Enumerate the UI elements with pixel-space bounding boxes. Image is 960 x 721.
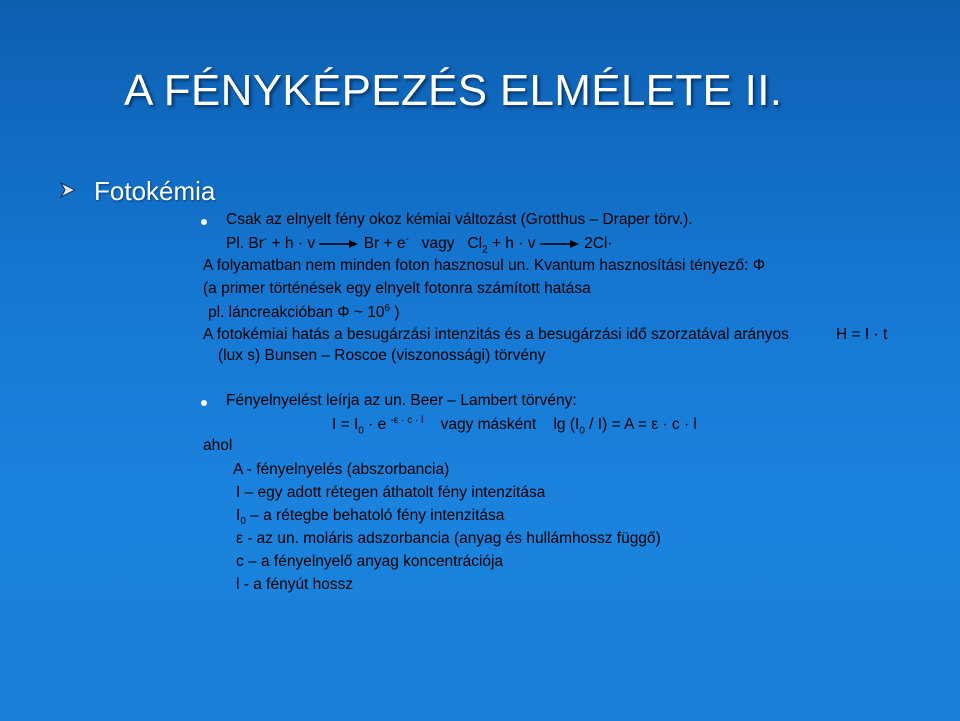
hit-formula: H = I · t xyxy=(836,326,888,343)
reaction-product-1: Br + e xyxy=(363,235,406,253)
reaction-arrow-icon xyxy=(540,239,580,249)
bullet-dot xyxy=(201,400,207,406)
reaction-arrow-icon xyxy=(319,239,359,249)
slide-title: A FÉNYKÉPEZÉS ELMÉLETE II. xyxy=(124,66,783,115)
lanc-line xyxy=(208,303,400,322)
formula-i0-sub: 0 xyxy=(358,425,364,437)
formula-e: · e xyxy=(363,416,387,434)
reaction-minus-1: - xyxy=(263,234,268,245)
reaction-cl-sub: 2 xyxy=(482,244,488,256)
primer-line: (a primer történések egy elnyelt fotonra számított hatása xyxy=(203,280,591,297)
reaction-minus-2: - xyxy=(405,234,409,245)
formula-vagy: vagy másként xyxy=(440,416,537,434)
ahol-label: ahol xyxy=(203,437,233,454)
def-epsilon: ε - az un. moláris adszorbancia (anyag és hullámhossz függő) xyxy=(236,530,661,547)
reaction-vagy: vagy xyxy=(421,235,455,253)
def-i0-sub: 0 xyxy=(240,516,246,528)
reaction-line xyxy=(226,234,613,255)
formula-exp: -ε · c · l xyxy=(390,415,424,426)
def-a: A - fényelnyelés (abszorbancia) xyxy=(233,461,450,478)
arrow-bullet-icon xyxy=(60,182,76,198)
section-heading: Fotokémia xyxy=(94,176,216,206)
foton-line: A folyamatban nem minden foton hasznosul un. Kvantum hasznosítási tényező: Φ xyxy=(203,257,766,274)
formula-i: I = I xyxy=(332,416,359,434)
lanc-text: pl. láncreakcióban Φ ~ 10 xyxy=(208,304,385,322)
def-i0-text: – a rétegbe behatoló fény intenzitása xyxy=(245,507,505,524)
formula-line xyxy=(332,415,697,436)
lanc-sup: 6 xyxy=(384,303,391,314)
fotokem-line: A fotokémiai hatás a besugárzási intenzitás és a besugárzási idő szorzatával arányos xyxy=(203,326,789,343)
beer-lambert-line: Fényelnyelést leírja az un. Beer – Lambert törvény: xyxy=(226,392,577,409)
reaction-hv-2: + h · v xyxy=(491,235,536,253)
reaction-cl: Cl xyxy=(467,235,483,253)
formula-lg-sub: 0 xyxy=(579,425,585,437)
lanc-close: ) xyxy=(390,304,400,322)
grotthus-law: Csak az elnyelt fény okoz kémiai változást (Grotthus – Draper törv.). xyxy=(226,211,693,228)
formula-rest: / I) = A = ε · c · l xyxy=(584,416,697,434)
def-l: l - a fényút hossz xyxy=(236,576,354,593)
reaction-hv-1: + h · v xyxy=(271,235,316,253)
reaction-product-2: 2Cl· xyxy=(584,235,613,253)
def-i0-i: I xyxy=(236,507,241,524)
formula-lg: lg (I xyxy=(553,416,580,434)
bunsen-line: (lux s) Bunsen – Roscoe (viszonossági) törvény xyxy=(218,347,546,364)
def-i: I – egy adott rétegen áthatolt fény intenzitása xyxy=(236,484,546,501)
bullet-dot xyxy=(201,219,207,225)
def-c: c – a fényelnyelő anyag koncentrációja xyxy=(236,553,504,570)
reaction-pl: Pl. Br xyxy=(226,235,264,253)
def-i0 xyxy=(236,507,504,527)
